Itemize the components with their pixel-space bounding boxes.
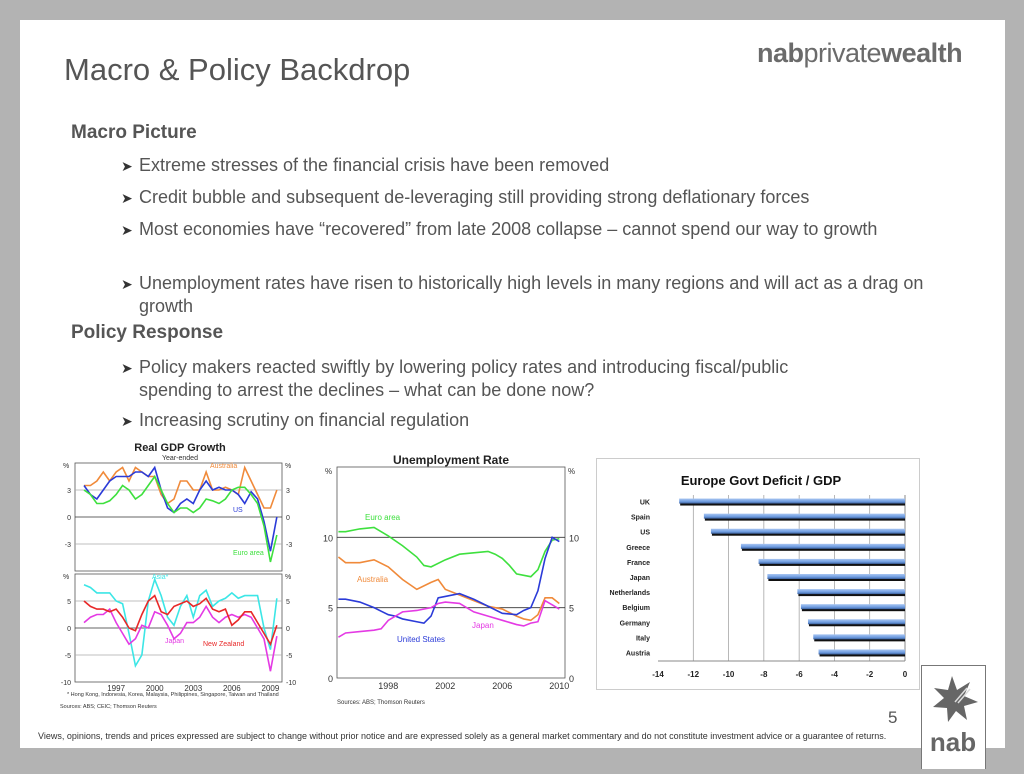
series-label: New Zealand xyxy=(203,641,245,648)
page-number: 5 xyxy=(888,708,898,727)
category-label: Austria xyxy=(625,650,650,658)
x-tick-label: -12 xyxy=(687,670,700,679)
bullet: ➤ Most economies have “recovered” from late 2008 collapse – cannot spend our way to growth xyxy=(121,219,878,239)
x-tick-label: -4 xyxy=(830,670,838,679)
y-unit-label: % xyxy=(568,467,576,476)
y-tick-label: 5 xyxy=(327,603,333,614)
arrow-right-icon: ➤ xyxy=(121,222,133,238)
x-tick-label: 1997 xyxy=(107,684,126,693)
y-tick-label: 0 xyxy=(569,674,575,684)
x-tick-label: 2009 xyxy=(261,684,280,693)
y-tick-label: 0 xyxy=(327,674,333,684)
x-tick-label: 2003 xyxy=(184,684,203,693)
x-tick-label: -8 xyxy=(760,670,768,679)
category-label: Germany xyxy=(619,620,650,628)
y-unit-label: % xyxy=(325,467,333,476)
series-label: Asia* xyxy=(152,574,169,581)
y-tick-label: -3 xyxy=(64,542,71,549)
chart-title: Real GDP Growth xyxy=(134,442,226,454)
category-label: UK xyxy=(639,499,650,507)
x-tick-label: -10 xyxy=(722,670,735,679)
bar-austria xyxy=(819,649,905,654)
y-tick-label: 3 xyxy=(67,488,71,495)
x-tick-label: 2006 xyxy=(222,684,241,693)
y-unit-label: % xyxy=(285,574,292,581)
y-unit-label: % xyxy=(63,574,70,581)
bullet: ➤ Increasing scrutiny on financial regulation xyxy=(121,410,470,430)
plot-area xyxy=(337,467,565,678)
x-tick-label: 2006 xyxy=(492,681,513,691)
x-tick-label: -14 xyxy=(652,670,664,679)
europe-deficit-chart xyxy=(596,458,920,690)
category-label: US xyxy=(640,529,650,537)
y-unit-label: % xyxy=(63,463,70,470)
category-label: France xyxy=(627,559,650,567)
series-label: Australia xyxy=(210,463,238,470)
bar-italy xyxy=(813,634,905,639)
y-tick-label: 0 xyxy=(67,626,71,633)
chart-source: Sources: ABS; CEIC; Thomson Reuters xyxy=(60,704,157,710)
x-tick-label: 0 xyxy=(902,670,908,679)
y-tick-label: -5 xyxy=(64,653,71,660)
nab-private-wealth-logo: nabprivatewealth xyxy=(757,38,963,68)
page-title: Macro & Policy Backdrop xyxy=(64,52,411,87)
arrow-right-icon: ➤ xyxy=(121,360,133,376)
disclaimer: Views, opinions, trends and prices expressed are subject to change without prior notice and are expressed solely as a general market commentary and do not constitute investment advice or a guarantee of returns. xyxy=(38,731,887,741)
arrow-right-icon: ➤ xyxy=(121,190,133,206)
x-tick-label: 2000 xyxy=(145,684,164,693)
chart-title: Europe Govt Deficit / GDP xyxy=(680,473,842,488)
chart-source: Sources: ABS; Thomson Reuters xyxy=(337,700,425,706)
section-heading-policy: Policy Response xyxy=(71,322,224,343)
y-tick-label: 5 xyxy=(67,599,71,606)
y-unit-label: % xyxy=(285,463,292,470)
chart-note: * Hong Kong, Indonesia, Korea, Malaysia, Philippines, Singapore, Taiwan and Thailand xyxy=(67,692,279,698)
y-tick-label: 0 xyxy=(286,515,290,522)
y-tick-label: -5 xyxy=(286,653,293,660)
arrow-right-icon: ➤ xyxy=(121,158,133,174)
real-gdp-growth-chart xyxy=(55,438,305,710)
y-tick-label: 5 xyxy=(569,603,575,614)
x-tick-label: 1998 xyxy=(378,681,399,691)
series-label: US xyxy=(233,507,243,514)
series-label: Japan xyxy=(165,638,185,645)
bar-japan xyxy=(767,574,905,579)
category-label: Netherlands xyxy=(609,590,650,598)
bar-greece xyxy=(741,544,905,549)
chart-subtitle: Year-ended xyxy=(162,455,198,462)
y-tick-label: -10 xyxy=(60,680,71,687)
nab-badge-text: nab xyxy=(929,727,977,757)
arrow-right-icon: ➤ xyxy=(121,413,133,429)
bar-netherlands xyxy=(797,589,905,594)
series-label: Euro area xyxy=(365,513,401,522)
bullet: ➤ Policy makers reacted swiftly by lowering policy rates and introducing fiscal/public spending to arrest the declines – what can be done now? xyxy=(121,357,789,400)
bar-us xyxy=(711,529,905,534)
chart-title: Unemployment Rate xyxy=(392,453,510,467)
x-tick-label: 2002 xyxy=(435,681,456,691)
x-tick-label: -2 xyxy=(866,670,874,679)
bar-belgium xyxy=(801,604,905,609)
y-tick-label: 10 xyxy=(569,533,580,544)
y-tick-label: 10 xyxy=(322,533,333,544)
series-label: Australia xyxy=(357,575,389,584)
category-label: Spain xyxy=(630,514,650,522)
bullet: ➤ Credit bubble and subsequent de-leveraging still providing strong deflationary forces xyxy=(121,187,810,207)
bar-germany xyxy=(808,619,905,624)
y-tick-label: 3 xyxy=(286,488,290,495)
x-tick-label: -6 xyxy=(795,670,803,679)
series-label: Euro area xyxy=(233,550,264,557)
y-tick-label: -10 xyxy=(286,680,297,687)
nab-badge xyxy=(921,665,986,769)
bullet: ➤ Unemployment rates have risen to historically high levels in many regions and will act as a drag on growth xyxy=(121,273,924,316)
bar-uk xyxy=(679,499,905,504)
unemployment-rate-chart xyxy=(320,448,582,710)
y-tick-label: 5 xyxy=(286,599,290,606)
y-tick-label: 0 xyxy=(67,515,71,522)
category-label: Japan xyxy=(629,575,650,582)
bullet: ➤ Extreme stresses of the financial crisis have been removed xyxy=(121,155,610,175)
bar-spain xyxy=(704,514,905,519)
category-label: Italy xyxy=(635,635,650,643)
series-label: United States xyxy=(397,635,446,644)
bar-france xyxy=(759,559,905,564)
y-tick-label: 0 xyxy=(286,626,290,633)
nab-star-icon xyxy=(922,666,985,769)
section-heading-macro: Macro Picture xyxy=(71,122,197,143)
series-label: Japan xyxy=(472,621,494,630)
category-label: Belgium xyxy=(622,605,650,613)
arrow-right-icon: ➤ xyxy=(121,276,133,292)
category-label: Greece xyxy=(626,544,650,552)
y-tick-label: -3 xyxy=(286,542,293,549)
x-tick-label: 2010 xyxy=(549,681,570,691)
